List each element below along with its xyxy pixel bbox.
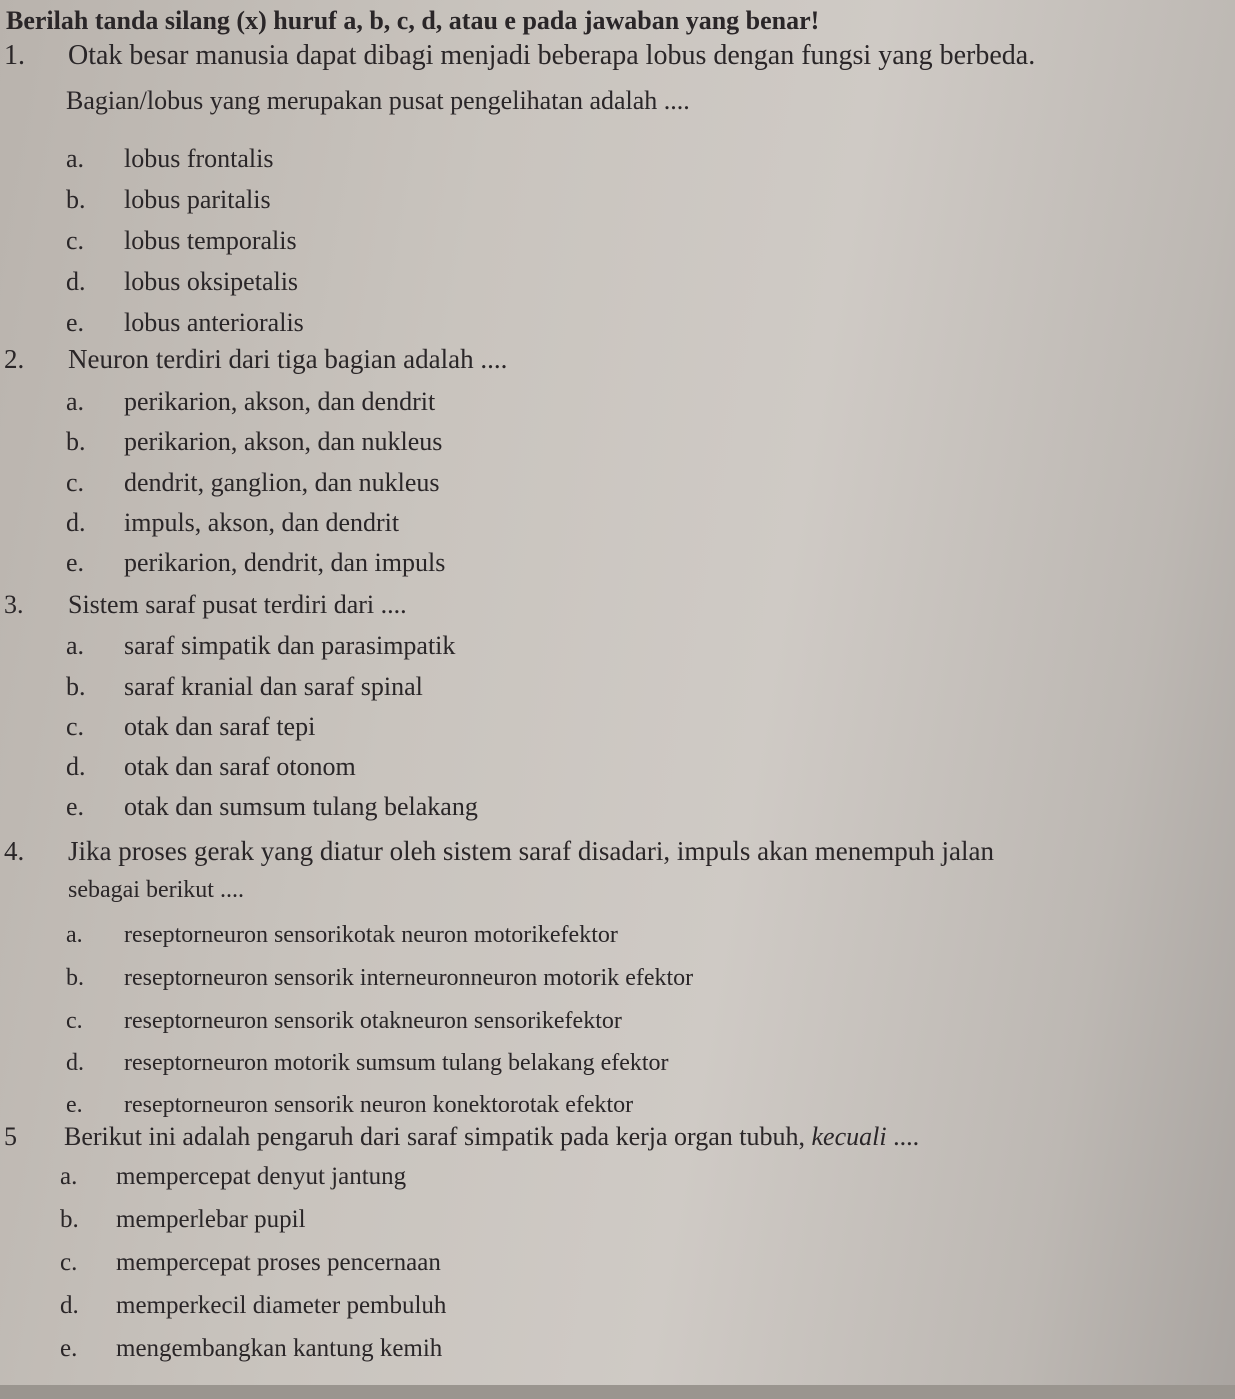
question-4-option-b[interactable] [66,965,693,991]
option-letter: d. [66,267,86,296]
option-text: reseptorneuron sensorik otakneuron sensorikefektor [124,1008,622,1034]
option-letter: d. [66,752,86,781]
option-text: lobus anterioralis [124,308,304,337]
question-4-option-d[interactable] [66,1050,669,1076]
question-4-option-c[interactable] [66,1008,622,1034]
option-text: perikarion, akson, dan nukleus [124,427,443,456]
option-text: perikarion, akson, dan dendrit [124,387,436,416]
option-letter: c. [66,468,85,497]
option-text: saraf kranial dan saraf spinal [124,672,423,701]
option-letter: e. [66,792,85,821]
option-text: memperlebar pupil [116,1206,306,1233]
question-5-option-e[interactable] [60,1335,442,1363]
option-text: lobus temporalis [124,226,297,255]
question-3-option-b[interactable] [66,673,423,702]
question-text: Sistem saraf pusat terdiri dari .... [68,590,407,619]
question-text: Berikut ini adalah pengaruh dari saraf simpatik pada kerja organ tubuh, [64,1122,805,1151]
question-4-stem-cont: sebagai berikut .... [68,877,244,903]
option-letter: d. [66,508,86,537]
question-5-option-c[interactable] [60,1249,441,1277]
question-2-option-a[interactable] [66,388,435,417]
question-number: 3. [4,590,24,619]
option-text: reseptorneuron motorik sumsum tulang belakang efektor [124,1050,669,1076]
option-letter: e. [66,308,85,337]
question-2-stem [4,344,507,375]
question-1-option-a[interactable] [66,145,274,174]
option-text: mempercepat denyut jantung [116,1163,407,1190]
question-1-option-e[interactable] [66,309,304,338]
question-number: 5 [4,1122,17,1151]
question-2-option-d[interactable] [66,509,399,538]
option-text: otak dan saraf tepi [124,712,316,741]
option-letter: a. [60,1163,78,1190]
question-1-option-b[interactable] [66,186,271,215]
option-letter: b. [66,427,86,456]
question-tail: .... [893,1122,920,1151]
option-letter: e. [66,1092,83,1118]
option-text: otak dan sumsum tulang belakang [124,792,478,821]
option-letter: c. [66,226,85,255]
option-letter: c. [66,1008,83,1034]
question-5-option-a[interactable] [60,1163,406,1191]
option-letter: c. [66,712,85,741]
option-letter: a. [66,387,85,416]
option-letter: a. [66,144,85,173]
option-text: otak dan saraf otonom [124,752,356,781]
option-text: lobus frontalis [124,144,274,173]
option-text: perikarion, dendrit, dan impuls [124,548,446,577]
option-text: dendrit, ganglion, dan nukleus [124,468,440,497]
option-letter: b. [60,1206,79,1233]
question-4-option-e[interactable] [66,1092,633,1118]
option-letter: d. [60,1292,79,1319]
question-1-stem-cont: Bagian/lobus yang merupakan pusat pengelihatan adalah .... [66,86,690,115]
option-letter: b. [66,965,84,991]
question-4-stem [4,836,994,867]
instruction-heading: Berilah tanda silang (x) huruf a, b, c, d, atau e pada jawaban yang benar! [6,6,820,35]
option-text: reseptorneuron sensorikotak neuron motorikefektor [124,922,618,948]
option-letter: e. [66,548,85,577]
question-1-stem [4,40,1035,72]
question-3-option-d[interactable] [66,753,356,782]
option-text: saraf simpatik dan parasimpatik [124,631,456,660]
question-2-option-b[interactable] [66,428,442,457]
question-number: 4. [4,836,25,866]
question-3-option-a[interactable] [66,632,455,661]
question-number: 1. [4,40,25,71]
option-text: lobus paritalis [124,185,271,214]
option-letter: a. [66,922,83,948]
question-3-option-c[interactable] [66,713,315,742]
option-text: reseptorneuron sensorik interneuronneuron motorik efektor [124,965,694,991]
option-text: mempercepat proses pencernaan [116,1249,441,1276]
option-letter: e. [60,1335,78,1362]
question-4-option-a[interactable] [66,922,618,948]
question-5-option-b[interactable] [60,1206,306,1234]
question-3-option-e[interactable] [66,793,478,822]
question-1-option-d[interactable] [66,268,298,297]
question-text: Jika proses gerak yang diatur oleh sistem saraf disadari, impuls akan menempuh jalan [68,836,994,866]
question-emphasis: kecuali [811,1122,887,1151]
option-letter: b. [66,185,86,214]
question-3-stem [4,590,407,620]
option-letter: a. [66,631,85,660]
option-text: impuls, akson, dan dendrit [124,508,400,537]
option-letter: d. [66,1050,84,1076]
question-number: 2. [4,344,25,374]
option-letter: b. [66,672,86,701]
option-text: reseptorneuron sensorik neuron konektorotak efektor [124,1092,634,1118]
option-text: memperkecil diameter pembuluh [116,1292,447,1319]
option-text: lobus oksipetalis [124,267,299,296]
question-5-option-d[interactable] [60,1292,446,1320]
question-2-option-c[interactable] [66,469,440,498]
option-text: mengembangkan kantung kemih [116,1335,443,1362]
question-text: Otak besar manusia dapat dibagi menjadi beberapa lobus dengan fungsi yang berbeda. [68,40,1036,71]
option-letter: c. [60,1249,78,1276]
question-2-option-e[interactable] [66,549,445,578]
question-5-stem [4,1122,919,1152]
page-bottom-edge [0,1385,1235,1399]
question-1-option-c[interactable] [66,227,297,256]
question-text: Neuron terdiri dari tiga bagian adalah .... [68,344,508,374]
